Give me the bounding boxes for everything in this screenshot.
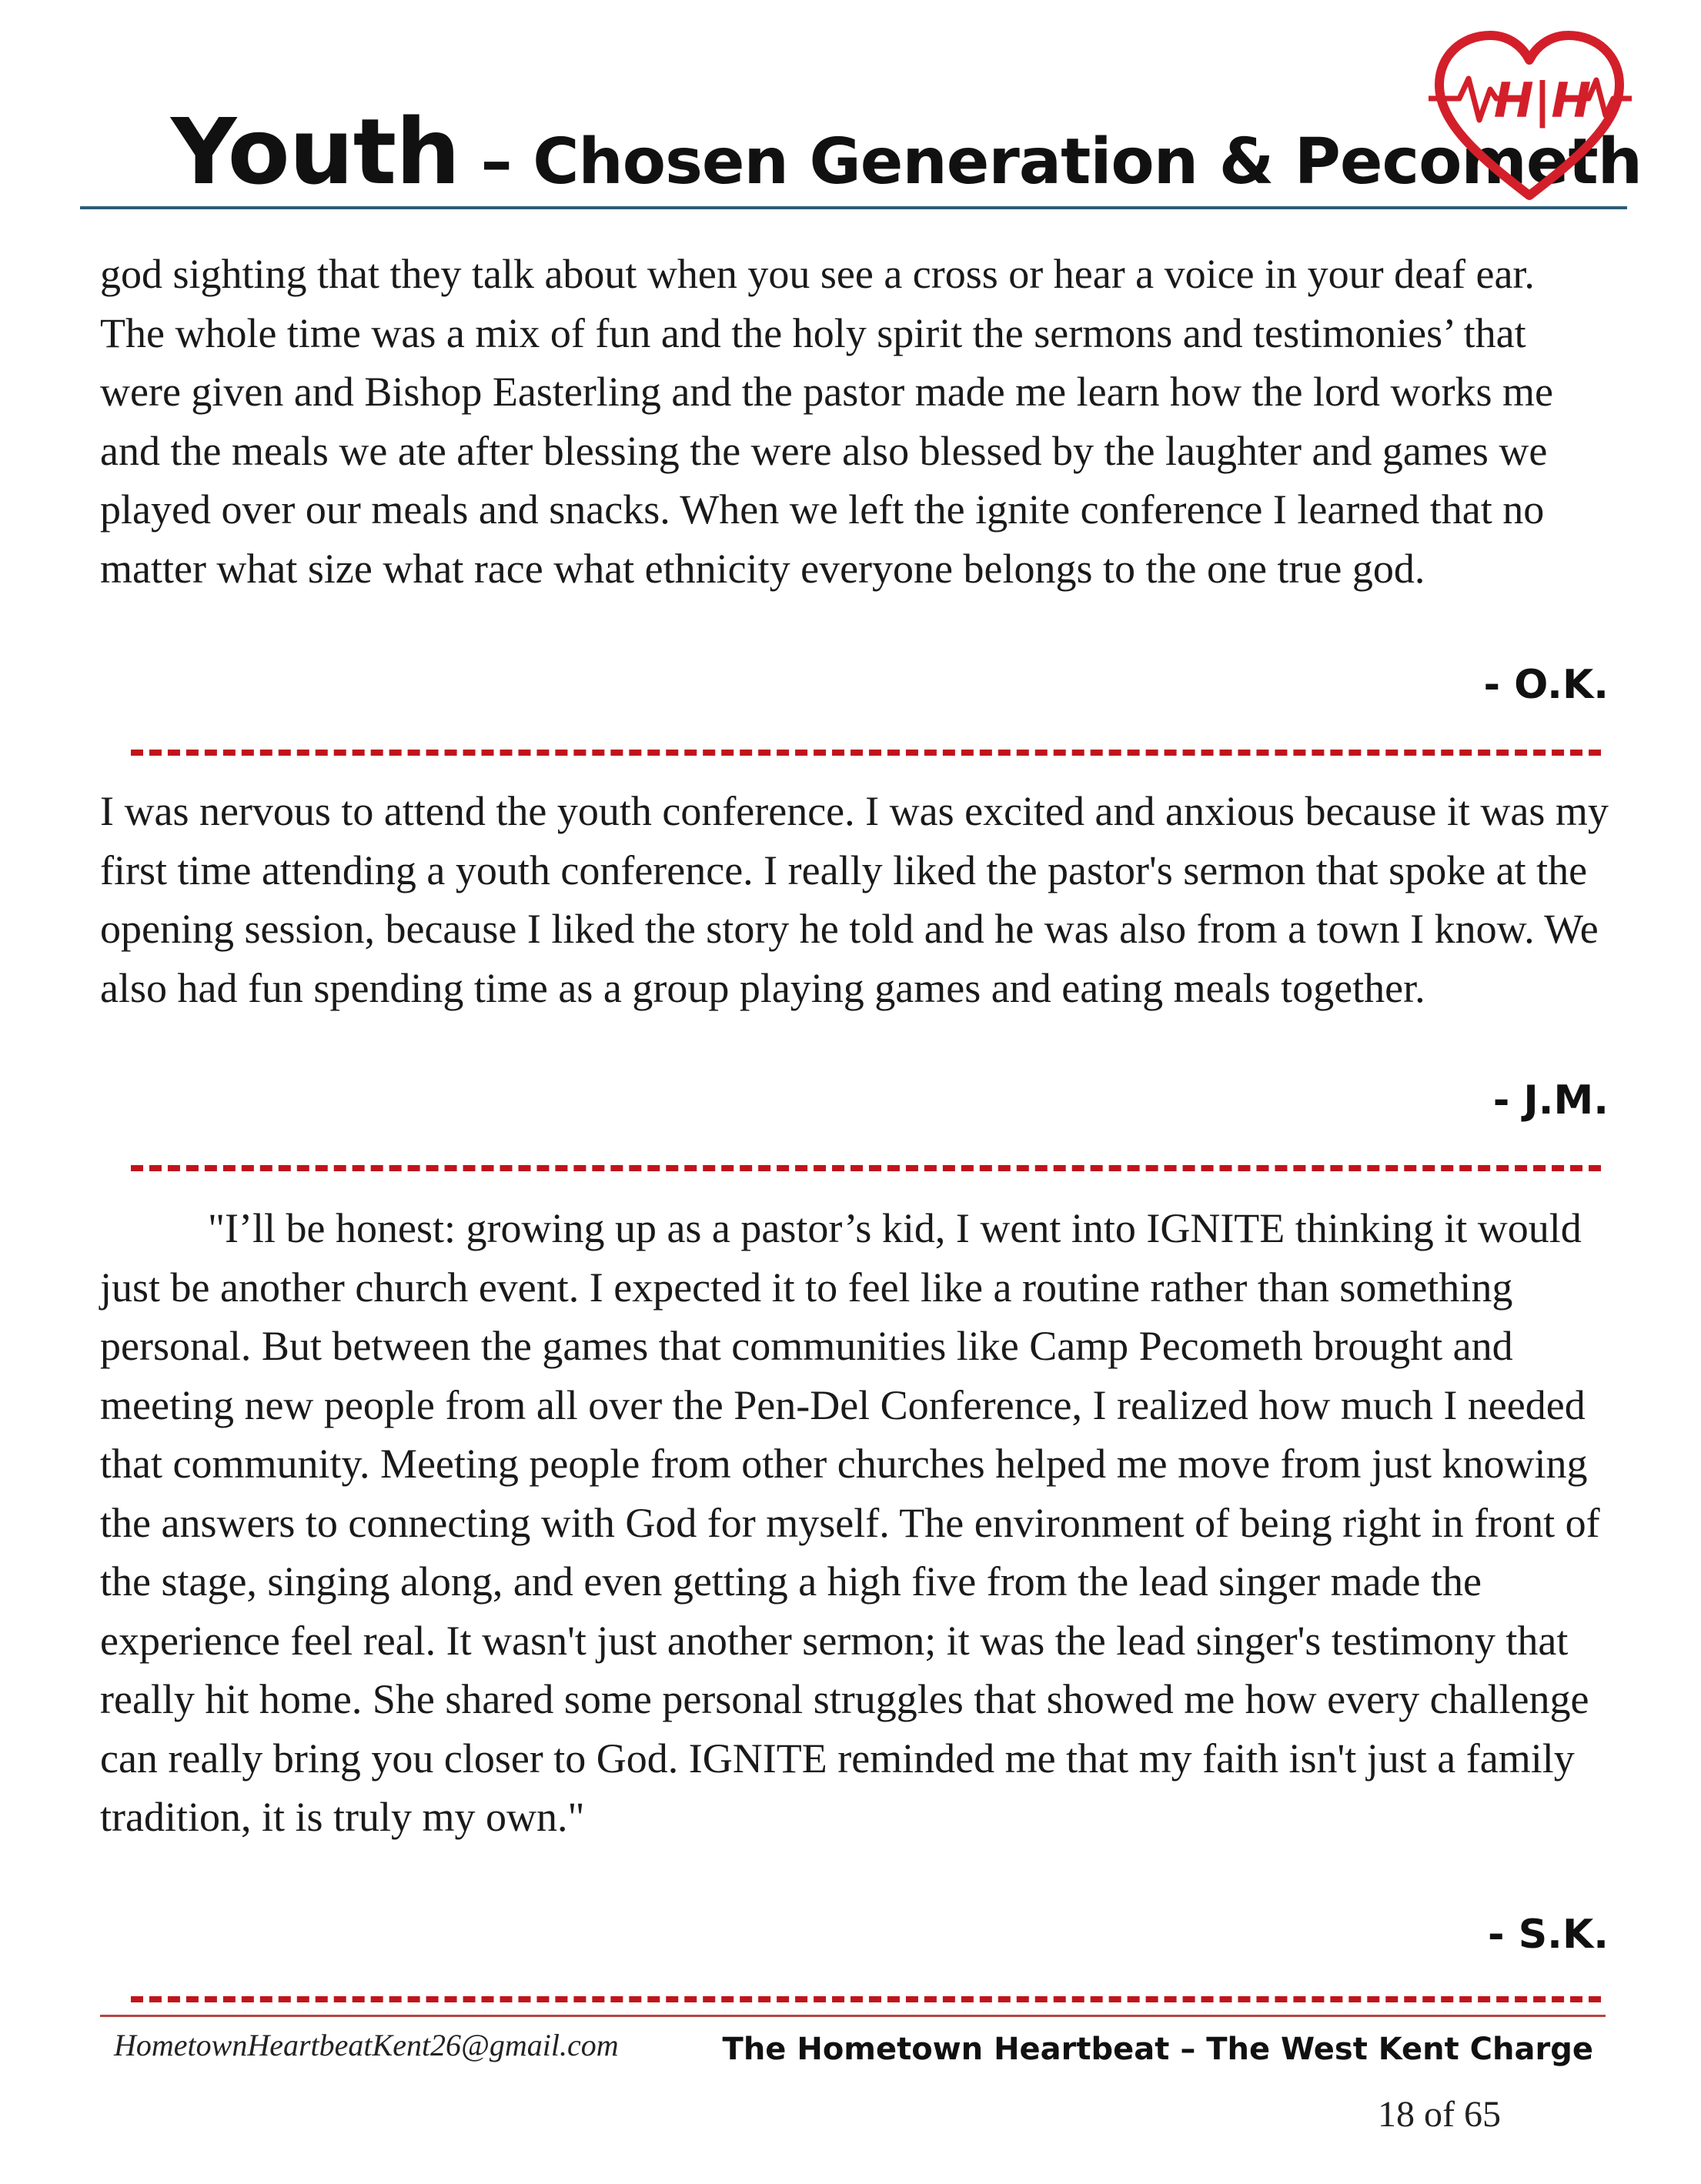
entry-1-signature: - O.K. [1483,662,1609,708]
entry-2-paragraph: I was nervous to attend the youth conference. I was excited and anxious because it was my first time attending a youth conference. I really liked the pastor's sermon that spoke at the opening session, because I liked the story he told and he was also from a town I know. We also had fun spending time as a group playing games and eating meals together. [100,788,1609,1011]
footer-publication: The Hometown Heartbeat – The West Kent Charge [722,2032,1593,2067]
title-main: Youth [171,99,460,205]
header-rule [80,206,1627,209]
page-number: 18 of 65 [1378,2094,1501,2135]
page-title [171,99,1642,205]
entry-2 [100,782,1609,1017]
entry-1-paragraph: god sighting that they talk about when you see a cross or hear a voice in your deaf ear. The whole time was a mix of fun and the holy spirit the sermons and testimonies’ that were given and Bishop Easterling and the pastor made me learn how the lord works me and the meals we ate after blessing the were also blessed by the laughter and games we played over our meals and snacks. When we left the ignite conference I learned that no matter what size what race what ethnicity everyone belongs to the one true god. [100,251,1553,592]
divider-3 [131,1996,1601,2002]
footer-rule [100,2015,1606,2017]
page-header [0,0,1701,223]
entry-3-paragraph: "I’ll be honest: growing up as a pastor’s kid, I went into IGNITE thinking it would just be another church event. I expected it to feel like a routine rather than something personal. But between the games that communities like Camp Pecometh brought and meeting new people from all over the Pen-Del Conference, I realized how much I needed that community. Meeting people from other churches helped me move from just knowing the answers to connecting with God for myself. The environment of being right in front of the stage, singing along, and even getting a high five from the lead singer made the experience feel real. It wasn't just another sermon; it was the lead singer's testimony that really hit home. She shared some personal struggles that showed me how every challenge can really bring you closer to God. IGNITE reminded me that my faith isn't just a family tradition, it is truly my own." [100,1205,1600,1840]
entry-1 [100,245,1609,598]
divider-2 [131,1165,1601,1171]
divider-1 [131,750,1601,756]
entry-2-signature: - J.M. [1492,1077,1609,1124]
heartbeat-logo-icon [1425,25,1633,209]
entry-3-signature: - S.K. [1488,1912,1609,1958]
logo-text: H|H [1493,72,1592,129]
entry-3 [100,1199,1609,1847]
footer-email: HometownHeartbeatKent26@gmail.com [114,2028,619,2062]
title-sub: – Chosen Generation & Pecometh [460,125,1643,199]
